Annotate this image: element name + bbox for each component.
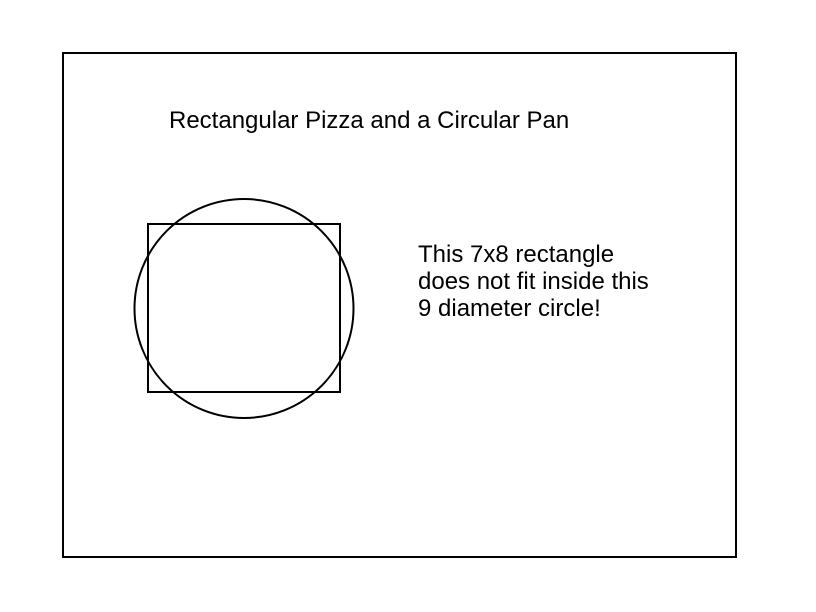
diagram-title: Rectangular Pizza and a Circular Pan: [169, 107, 570, 134]
caption-line-1: This 7x8 rectangle: [418, 241, 615, 268]
caption-line-2: does not fit inside this: [418, 268, 649, 295]
pan-circle: [135, 199, 354, 418]
pizza-rectangle: [148, 224, 340, 392]
caption-line-3: 9 diameter circle!: [418, 295, 601, 322]
caption-text: [418, 241, 649, 322]
